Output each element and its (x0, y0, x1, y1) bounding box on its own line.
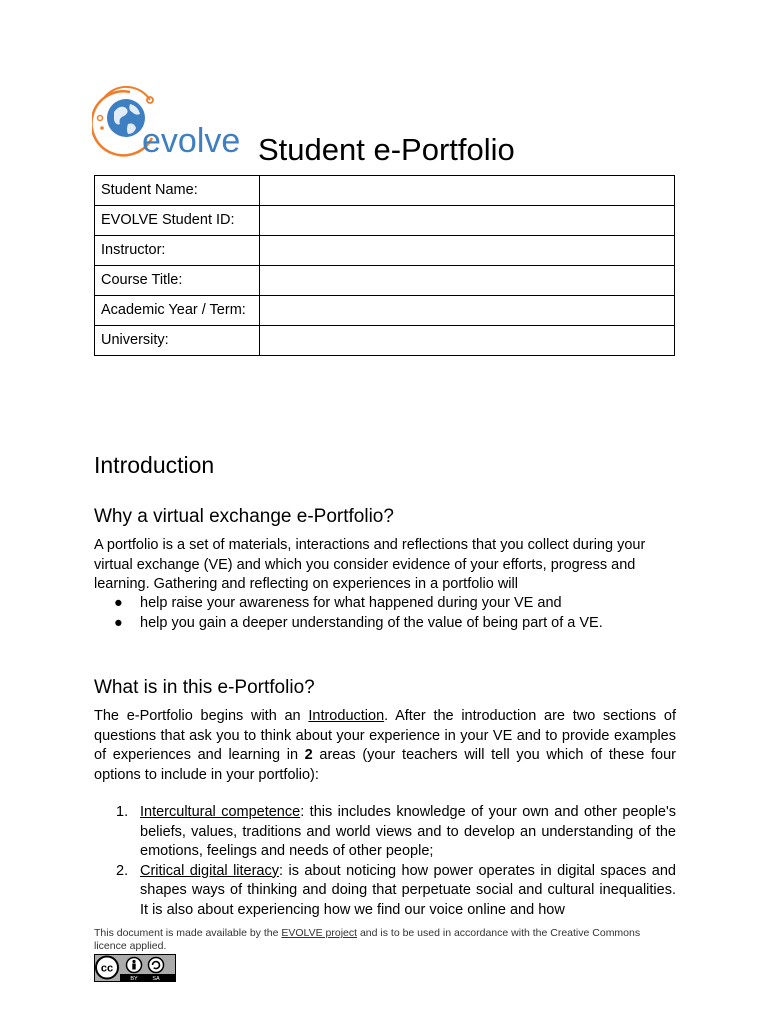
student-name-label: Student Name: (95, 176, 260, 206)
list-item: ● help raise your awareness for what happened during your VE and (94, 594, 676, 614)
logo-wordmark: evolve (142, 122, 241, 160)
intercultural-competence-link[interactable]: Intercultural competence (140, 804, 301, 820)
table-row (95, 326, 675, 356)
introduction-link[interactable]: Introduction (308, 708, 385, 724)
document-header (92, 86, 692, 170)
sa-label: SA (152, 976, 160, 982)
table-row (95, 236, 675, 266)
list-item: 2. Critical digital literacy: is about noticing how power operates in digital spaces and shapes ways of thinking and doing that perpetuate social and cultural inequalities. It is also about experiencing how we find our voice online and how (116, 862, 676, 918)
instructor-field[interactable] (260, 236, 675, 266)
student-info-table (94, 175, 675, 356)
course-title-label: Course Title: (95, 266, 260, 296)
student-id-field[interactable] (260, 206, 675, 236)
student-id-label: EVOLVE Student ID: (95, 206, 260, 236)
table-row (95, 266, 675, 296)
bullet-icon: ● (114, 595, 123, 611)
bullet-icon: ● (114, 614, 123, 631)
university-label: University: (95, 326, 260, 356)
what-heading: What is in this e-Portfolio? (94, 677, 315, 698)
page-title: Student e-Portfolio (258, 132, 515, 167)
critical-digital-literacy-link[interactable]: Critical digital literacy (140, 862, 279, 879)
why-paragraph: A portfolio is a set of materials, interactions and reflections that you collect during your virtual exchange (VE) and which you consider evidence of your efforts, progress and learning. Gathering and reflecting on experiences in a portfolio will (94, 537, 646, 592)
instructor-label: Instructor: (95, 236, 260, 266)
table-row (95, 206, 675, 236)
introduction-heading: Introduction (94, 452, 215, 478)
table-row (95, 296, 675, 326)
evolve-logo (92, 86, 252, 166)
what-paragraph: The e-Portfolio begins with an Introduction. After the introduction are two sections of questions that ask you to think about your experience in your VE and to provide examples of experiences and learning in 2 areas (your teachers will tell you which of these four options to include in your portfolio): (94, 708, 677, 783)
cc-icon: cc (100, 962, 114, 975)
areas-list (94, 803, 676, 920)
by-label: BY (130, 976, 138, 982)
course-title-field[interactable] (260, 266, 675, 296)
academic-year-label: Academic Year / Term: (95, 296, 260, 326)
evolve-project-link[interactable]: EVOLVE project (281, 927, 358, 939)
cc-by-sa-badge[interactable] (94, 954, 176, 982)
list-item: 1. Intercultural competence: this includes knowledge of your own and other people's beliefs, values, traditions and world views and to develop an understanding of the emotions, feelings and needs of other people; (116, 804, 676, 859)
university-field[interactable] (260, 326, 675, 356)
academic-year-field[interactable] (260, 296, 675, 326)
license-footer: This document is made available by the EVOLVE project and is to be used in accordance with the Creative Commons licence applied. (94, 927, 641, 952)
benefits-list (94, 594, 676, 633)
list-item: ● help you gain a deeper understanding of the value of being part of a VE. (94, 614, 676, 634)
table-row (95, 176, 675, 206)
why-heading: Why a virtual exchange e-Portfolio? (94, 506, 394, 527)
student-name-field[interactable] (260, 176, 675, 206)
